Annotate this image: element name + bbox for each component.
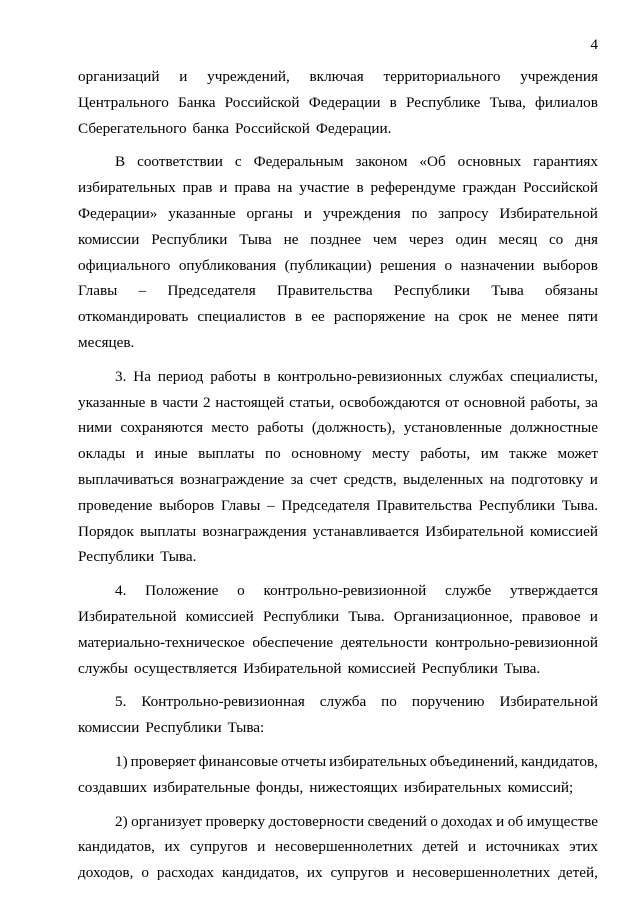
- word: 5.: [115, 693, 127, 711]
- word: службы: [78, 659, 128, 677]
- word: референдуме: [370, 179, 456, 197]
- word: избирательные: [153, 778, 251, 796]
- word: несовершеннолетних: [274, 838, 413, 856]
- word: в: [263, 367, 271, 385]
- word: менее: [520, 308, 559, 326]
- text-line: [78, 630, 598, 656]
- word: со: [548, 230, 564, 248]
- word: источниках: [485, 838, 560, 856]
- word: Тыва.: [503, 659, 541, 677]
- word: фонды,: [256, 778, 304, 796]
- word: Правительства: [376, 496, 473, 514]
- word: 2): [115, 812, 128, 830]
- word: сведений: [367, 812, 427, 830]
- text-line: [78, 578, 598, 604]
- word: Федерации»: [78, 204, 158, 222]
- word: работы: [257, 419, 304, 437]
- word: не: [496, 308, 512, 326]
- word: запросу: [438, 204, 489, 222]
- word: детей,: [558, 864, 598, 882]
- word: избирательных: [329, 752, 427, 770]
- word: выделенных: [403, 470, 484, 488]
- word: гарантиях: [533, 153, 598, 171]
- word: Избирательной: [499, 204, 598, 222]
- word: должностные: [510, 419, 598, 437]
- word: выборов: [159, 496, 215, 514]
- word: вознаграждение: [180, 470, 285, 488]
- word: комиссией: [347, 659, 416, 677]
- word: указанные: [168, 204, 236, 222]
- text-line: [78, 390, 598, 416]
- word: о: [141, 864, 149, 882]
- word: и: [467, 838, 477, 856]
- word: обеспечение: [252, 633, 334, 651]
- word: счет: [309, 470, 338, 488]
- text-line: [78, 201, 598, 227]
- word: Главы: [220, 496, 261, 514]
- word: филиалов: [535, 93, 598, 111]
- word: и: [396, 864, 405, 882]
- word: Главы: [78, 282, 118, 300]
- word: доходах: [441, 812, 493, 830]
- word: может: [557, 445, 598, 463]
- word: службах: [449, 367, 504, 385]
- word: от: [445, 393, 460, 411]
- word: нижестоящих: [309, 778, 398, 796]
- word: несовершеннолетних: [412, 864, 551, 882]
- word: Председателя: [281, 496, 370, 514]
- word: осуществляется: [133, 659, 238, 677]
- word: чем: [372, 230, 397, 248]
- word: Избирательной: [243, 659, 342, 677]
- paragraph: [78, 689, 598, 741]
- word: официального: [78, 256, 171, 274]
- word: имуществе: [526, 812, 598, 830]
- word: специалистов: [197, 308, 286, 326]
- text-line: [78, 715, 598, 741]
- word: кандидатов,: [221, 864, 299, 882]
- word: Российской: [224, 93, 300, 111]
- paragraph: [78, 364, 598, 570]
- word: за: [585, 393, 598, 411]
- word: кандидатов,: [78, 838, 155, 856]
- paragraph: [78, 149, 598, 355]
- word: комиссий;: [507, 778, 574, 796]
- word: доходов,: [78, 864, 134, 882]
- text-line: [78, 253, 598, 279]
- word: проведение: [78, 496, 153, 514]
- word: в: [294, 308, 303, 326]
- word: опубликования: [178, 256, 277, 274]
- word: основных: [457, 153, 522, 171]
- word: Правительства: [277, 282, 373, 300]
- word: Республики: [393, 282, 471, 300]
- word: –: [138, 282, 147, 300]
- word: и: [496, 812, 505, 830]
- document-body: [78, 64, 598, 886]
- word: Федерации: [308, 93, 381, 111]
- word: в: [150, 393, 158, 411]
- word: служба: [319, 693, 367, 711]
- word: контрольно-ревизионной: [263, 582, 427, 600]
- word: Федерации.: [315, 119, 392, 137]
- word: решения: [380, 256, 437, 274]
- word: выплаты: [139, 522, 197, 540]
- word: Центрального: [78, 93, 169, 111]
- word: по: [381, 693, 397, 711]
- text-line: [78, 493, 598, 519]
- word: материально-техническое: [78, 633, 245, 651]
- word: сохраняются: [120, 419, 204, 437]
- word: Порядок: [78, 522, 134, 540]
- word: назначении: [460, 256, 535, 274]
- word: части: [162, 393, 199, 411]
- word: проверяет: [130, 752, 196, 770]
- word: период: [157, 367, 204, 385]
- text-line: [78, 441, 598, 467]
- word: 4.: [115, 582, 127, 600]
- text-line: [78, 519, 598, 545]
- word: детей: [422, 838, 459, 856]
- word: Республики: [145, 719, 222, 737]
- word: комиссии: [78, 719, 140, 737]
- word: средств,: [343, 470, 397, 488]
- text-line: [78, 304, 598, 330]
- word: «Об: [419, 153, 446, 171]
- word: Банка: [178, 93, 216, 111]
- word: финансовые: [198, 752, 279, 770]
- word: прав: [182, 179, 213, 197]
- text-line: [78, 330, 598, 356]
- word: отчеты: [280, 752, 327, 770]
- word: Российской: [523, 179, 598, 197]
- text-line: [78, 689, 598, 715]
- word: ее: [311, 308, 325, 326]
- word: комиссией: [529, 522, 598, 540]
- word: Тыва.: [561, 496, 598, 514]
- text-line: [78, 775, 598, 801]
- word: и: [589, 607, 598, 625]
- text-line: [78, 64, 598, 90]
- word: не: [283, 230, 299, 248]
- word: откомандировать: [78, 308, 189, 326]
- paragraph: [78, 64, 598, 141]
- page-number: 4: [590, 37, 598, 53]
- word: учреждений,: [207, 68, 290, 85]
- text-line: [78, 149, 598, 175]
- word: место: [211, 419, 249, 437]
- word: на: [277, 179, 293, 197]
- word: кандидатов,: [520, 752, 598, 770]
- word: Республики: [478, 496, 556, 514]
- word: на: [489, 470, 505, 488]
- text-line: [78, 656, 598, 682]
- word: вознаграждения: [202, 522, 307, 540]
- word: подготовку: [511, 470, 584, 488]
- word: Тыва: [239, 230, 272, 248]
- word: организует: [131, 812, 203, 830]
- word: о: [444, 256, 453, 274]
- text-line: [78, 860, 598, 886]
- word: об: [507, 812, 524, 830]
- word: Тыва.: [348, 607, 385, 625]
- word: банка: [192, 119, 230, 137]
- word: выплаты: [198, 445, 255, 463]
- word: и: [219, 179, 228, 197]
- word: также: [508, 445, 547, 463]
- word: о: [237, 582, 245, 600]
- word: и: [135, 445, 144, 463]
- word: и: [257, 838, 266, 856]
- word: расходах: [156, 864, 214, 882]
- word: на: [434, 308, 450, 326]
- word: Республики: [78, 548, 155, 566]
- word: утверждается: [510, 582, 598, 600]
- word: о: [430, 812, 438, 830]
- word: и: [179, 68, 188, 85]
- word: один: [455, 230, 487, 248]
- word: избирательных: [403, 778, 502, 796]
- word: контрольно-ревизионных: [277, 367, 443, 385]
- text-line: [78, 809, 598, 835]
- word: иные: [154, 445, 188, 463]
- word: в: [389, 93, 397, 111]
- word: этих: [569, 838, 598, 856]
- word: Российской: [235, 119, 310, 137]
- text-line: [78, 364, 598, 390]
- word: по: [411, 204, 428, 222]
- word: основному: [291, 445, 362, 463]
- word: Контрольно-ревизионная: [141, 693, 305, 711]
- word: месяц: [498, 230, 538, 248]
- word: законом: [355, 153, 408, 171]
- word: по: [264, 445, 281, 463]
- word: устанавливается: [312, 522, 420, 540]
- word: Организационное,: [393, 607, 513, 625]
- word: территориального: [383, 68, 501, 85]
- text-line: [78, 278, 598, 304]
- word: соответствии: [137, 153, 223, 171]
- word: Республике: [406, 93, 481, 111]
- word: им: [480, 445, 499, 463]
- word: выборов: [542, 256, 598, 274]
- text-line: [78, 604, 598, 630]
- text-line: [78, 227, 598, 253]
- word: включая: [309, 68, 364, 85]
- word: Положение: [145, 582, 219, 600]
- word: основной: [463, 393, 526, 411]
- word: объединений,: [429, 752, 519, 770]
- paragraph: [78, 749, 598, 801]
- word: Тыва.: [160, 548, 197, 566]
- word: Избирательной: [425, 522, 524, 540]
- word: статьи,: [289, 393, 335, 411]
- word: комиссии: [78, 230, 140, 248]
- word: пяти: [568, 308, 598, 326]
- text-line: [78, 467, 598, 493]
- text-line: [78, 90, 598, 116]
- word: Республики: [262, 607, 340, 625]
- word: ними: [78, 419, 112, 437]
- word: через: [408, 230, 444, 248]
- word: органы: [246, 204, 294, 222]
- word: Избирательной: [78, 607, 177, 625]
- word: дня: [575, 230, 598, 248]
- word: На: [133, 367, 151, 385]
- word: работы,: [420, 445, 471, 463]
- word: Избирательной: [499, 693, 598, 711]
- word: службе: [445, 582, 492, 600]
- word: позднее: [310, 230, 362, 248]
- word: –: [267, 496, 275, 514]
- word: за: [290, 470, 304, 488]
- word: В: [115, 153, 126, 171]
- word: оклады: [78, 445, 126, 463]
- word: организаций: [78, 68, 160, 85]
- word: в: [356, 179, 364, 197]
- word: распоряжение: [333, 308, 426, 326]
- word: установленные: [403, 419, 502, 437]
- word: избирательных: [78, 179, 176, 197]
- word: с: [234, 153, 242, 171]
- word: месяцев.: [78, 333, 135, 351]
- word: проверку: [205, 812, 266, 830]
- word: месту: [372, 445, 410, 463]
- word: (публикации): [284, 256, 372, 274]
- word: 3.: [115, 367, 127, 385]
- word: участие: [299, 179, 350, 197]
- word: освобождаются: [339, 393, 441, 411]
- word: 2: [202, 393, 211, 411]
- word: супругов: [189, 838, 248, 856]
- word: Председателя: [167, 282, 256, 300]
- word: специалисты,: [510, 367, 598, 385]
- word: обязаны: [544, 282, 598, 300]
- word: и: [303, 204, 313, 222]
- word: настоящей: [215, 393, 285, 411]
- word: правовое: [521, 607, 581, 625]
- word: Республики: [421, 659, 498, 677]
- word: супругов: [330, 864, 389, 882]
- text-line: [78, 116, 598, 142]
- word: работы,: [530, 393, 581, 411]
- text-line: [78, 175, 598, 201]
- word: указанные: [78, 393, 146, 411]
- word: работы: [210, 367, 257, 385]
- word: Республики: [151, 230, 228, 248]
- word: учреждения: [520, 68, 598, 85]
- word: граждан: [462, 179, 517, 197]
- paragraph: [78, 578, 598, 681]
- word: Сберегательного: [78, 119, 187, 137]
- word: достоверности: [268, 812, 365, 830]
- word: срок: [458, 308, 488, 326]
- word: деятельности: [340, 633, 428, 651]
- word: их: [164, 838, 181, 856]
- word: 1): [115, 752, 128, 770]
- word: их: [306, 864, 323, 882]
- word: Тыва: [491, 282, 524, 300]
- text-line: [78, 544, 598, 570]
- text-line: [78, 834, 598, 860]
- word: контрольно-ревизионной: [435, 633, 598, 651]
- word: Федеральным: [253, 153, 344, 171]
- word: (должность),: [311, 419, 396, 437]
- paragraph: [78, 809, 598, 886]
- word: поручению: [411, 693, 485, 711]
- text-line: [78, 415, 598, 441]
- word: права: [234, 179, 271, 197]
- word: Тыва,: [489, 93, 526, 111]
- word: выплачиваться: [78, 470, 174, 488]
- word: Тыва:: [227, 719, 265, 737]
- word: комиссией: [185, 607, 254, 625]
- word: учреждения: [322, 204, 401, 222]
- word: создавших: [78, 778, 148, 796]
- text-line: [78, 749, 598, 775]
- word: и: [589, 470, 598, 488]
